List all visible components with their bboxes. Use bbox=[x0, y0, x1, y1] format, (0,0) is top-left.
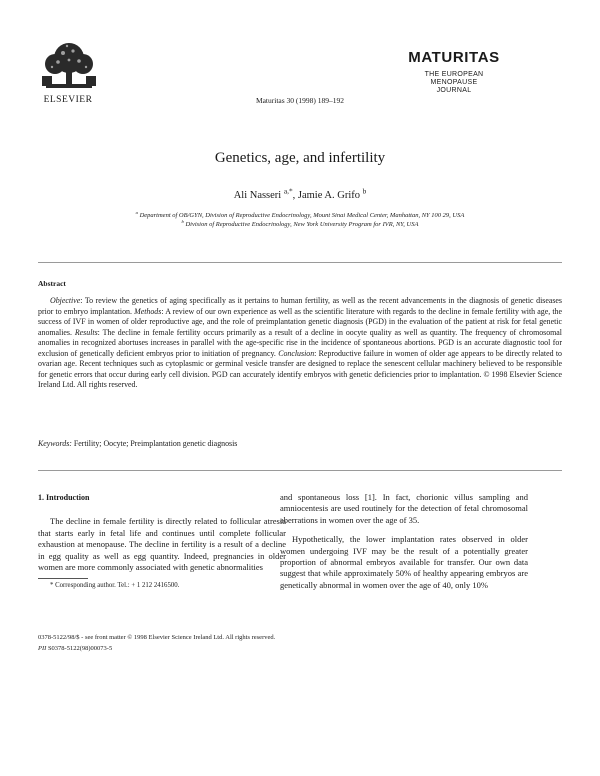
pii-label: PII bbox=[38, 645, 47, 652]
section-heading: 1. Introduction bbox=[38, 493, 90, 502]
body-column-left bbox=[38, 492, 286, 573]
body-paragraph: and spontaneous loss [1]. In fact, chorionic villus sampling and amniocentesis are used routinely for the detection of fetal chromosomal aberrations in women over the age of 35. bbox=[280, 492, 528, 525]
affiliation-text: Department of OB/GYN, Division of Reproductive Endocrinology, Mount Sinai Medical Center, Manhattan, NY 100 29, USA bbox=[139, 212, 465, 219]
issn-line: 0378-5122/98/$ - see front matter © 1998 Elsevier Science Ireland Ltd. All rights reserved. bbox=[38, 634, 276, 641]
journal-subtitle-line3: JOURNAL bbox=[436, 87, 472, 94]
abstract-results: : The decline in female fertility occurs primarily as a result of a decline in oocyte quality as well as quantity. The frequency of chromosomal anomalies in recognized abortuses increases in parallel with the age-specific rise in the incidence of spontaneous abortions. PGD is an accurate diagnostic tool for exclusion of genetically deficient embryos prior to initiation of pregnancy. bbox=[38, 327, 562, 358]
author-separator: , bbox=[292, 190, 298, 201]
affiliation-marker: b bbox=[181, 218, 184, 224]
author-list bbox=[0, 186, 600, 201]
affiliation-text: Division of Reproductive Endocrinology, New York University Program for IVR, NY, USA bbox=[185, 221, 419, 228]
pii-value: S0378-5122(98)00073-5 bbox=[46, 645, 113, 652]
body-paragraph: The decline in female fertility is directly related to follicular atresia that starts early in fetal life and continues until complete follicular exhaustion at menopause. The decline in fertility is a result of a decline in egg quality as well as egg quantity. Indeed, pregnancies in older women are more commonly associated with genetic abnormalities bbox=[38, 516, 286, 573]
publisher-name: ELSEVIER bbox=[43, 95, 93, 105]
abstract-label-results: Results bbox=[74, 327, 98, 337]
divider bbox=[38, 262, 562, 263]
pii-line bbox=[38, 645, 112, 652]
body-column-right bbox=[280, 492, 528, 591]
abstract-label-objective: Objective bbox=[50, 296, 81, 305]
keywords-text: Fertility; Oocyte; Preimplantation genetic diagnosis bbox=[71, 439, 238, 448]
author-affiliation-marker: b bbox=[362, 186, 367, 196]
journal-name: MATURITAS bbox=[408, 49, 500, 66]
abstract-label-methods: Methods bbox=[134, 306, 162, 316]
journal-subtitle-line1: THE EUROPEAN bbox=[424, 71, 484, 78]
affiliation-b bbox=[0, 218, 600, 228]
keywords bbox=[38, 439, 562, 448]
author-name: Ali Nasseri bbox=[233, 190, 282, 201]
keywords-label: Keywords: bbox=[38, 439, 72, 448]
journal-citation: Maturitas 30 (1998) 189–192 bbox=[255, 96, 345, 105]
abstract-methods: : A review of our own experience as well as the scientific literature with regards to the decline in female fertility with age, the success of IVF in women of older reproductive age, and the role of preimplantation genetic diagnosis (PGD) in the evaluation of the patient at risk for fetal genetic anomalies. bbox=[38, 306, 563, 337]
affiliation-a bbox=[0, 209, 600, 219]
elsevier-tree-logo bbox=[38, 40, 100, 94]
divider bbox=[38, 470, 562, 471]
abstract-label-conclusion: Conclusion bbox=[278, 348, 315, 358]
author-affiliation-marker: a,* bbox=[283, 186, 293, 196]
journal-masthead bbox=[404, 50, 504, 95]
corresponding-author-footnote: * Corresponding author. Tel.: + 1 212 2416500. bbox=[50, 582, 180, 589]
footnote-divider bbox=[38, 578, 88, 579]
abstract-body bbox=[38, 296, 562, 391]
affiliation-marker: a bbox=[135, 209, 138, 215]
article-title: Genetics, age, and infertility bbox=[214, 150, 386, 166]
author-name: Jamie A. Grifo bbox=[297, 190, 361, 201]
abstract-heading: Abstract bbox=[38, 279, 66, 288]
journal-subtitle-line2: MENOPAUSE bbox=[430, 79, 478, 86]
abstract-conclusion: : Reproductive failure in women of older age appears to be directly related to ovarian age. Recent techniques such as cytoplasmic or germinal vesicle transfer are designed to replace the senescent cellular machinery believed to be responsible for genetic errors that occur during early cell division. PGD can accurately identify embryos with genetic deficiencies prior to implantation. © 1998 Elsevier Science Ireland Ltd. All rights reserved. bbox=[38, 348, 563, 389]
abstract-objective: : To review the genetics of aging specifically as it pertains to human fertility, as well as the recent advancements in the diagnosis of genetic diseases prior to embryo implantation. bbox=[38, 296, 562, 316]
body-paragraph: Hypothetically, the lower implantation rates observed in older women undergoing IVF may be the result of a potentially greater proportion of abnormal embryos available for transfer. Our own data suggest that while approximately 50% of healthy appearing embryos are genetically abnormal in women over the age of 40, only 10% bbox=[280, 534, 528, 590]
